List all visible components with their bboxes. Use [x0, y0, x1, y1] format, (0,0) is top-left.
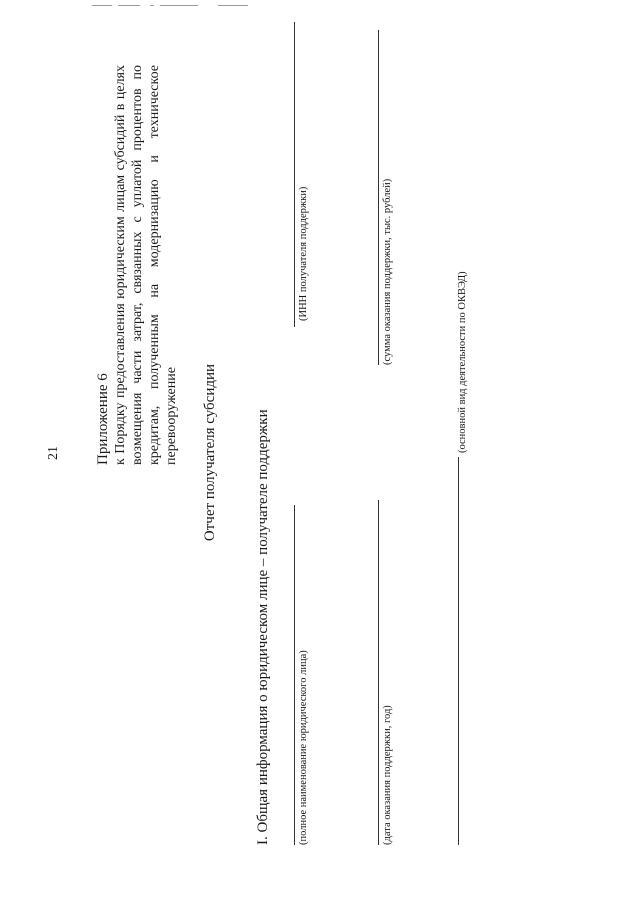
- okved-caption: (основной вид деятельности по ОКВЭД): [457, 271, 468, 453]
- appendix-header: [95, 65, 180, 465]
- full-name-line: [294, 505, 295, 845]
- support-date-line: [378, 500, 379, 845]
- section-title: I. Общая информация о юридическом лице – получателе поддержки: [255, 409, 271, 845]
- page-number: 21: [46, 446, 61, 460]
- inn-field: [294, 22, 309, 327]
- inn-line: [294, 22, 295, 327]
- support-amount-field: [378, 30, 393, 365]
- appendix-title: Приложение 6: [95, 373, 111, 465]
- support-date-field: [378, 500, 393, 845]
- support-amount-caption: (сумма оказания поддержки, тыс. рублей): [382, 178, 393, 365]
- full-name-field: [294, 505, 309, 845]
- support-amount-line: [378, 30, 379, 365]
- report-title: Отчет получателя субсидии: [202, 363, 218, 542]
- appendix-text: к Порядку предоставления юридическим лицам субсидий в целях возмещения части затрат, связанных с уплатой процентов по кредитам, полученным на модернизацию и техническое перевооружение: [113, 65, 179, 465]
- support-date-caption: (дата оказания поддержки, год): [382, 705, 393, 845]
- okved-field: [457, 271, 468, 845]
- full-name-caption: (полное наименование юридического лица): [298, 650, 309, 845]
- inn-caption: (ИНН получателя поддержки): [298, 186, 309, 321]
